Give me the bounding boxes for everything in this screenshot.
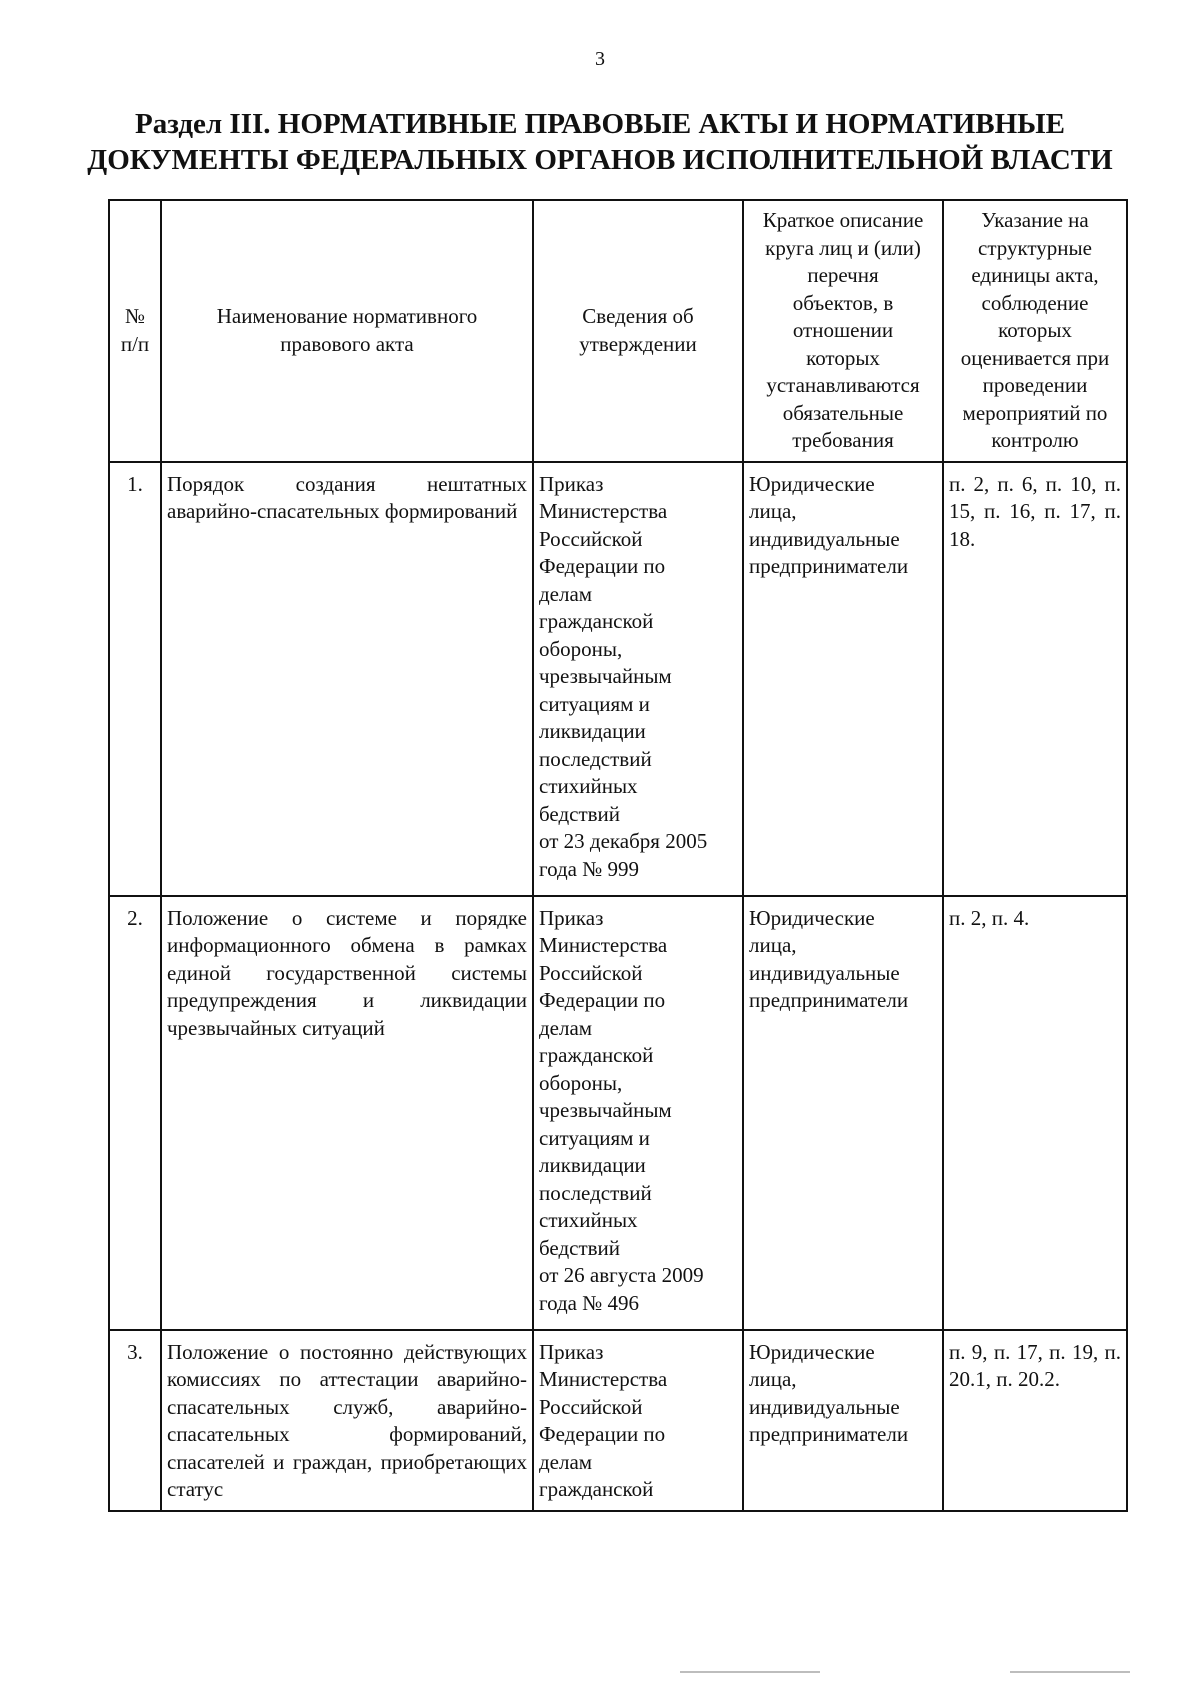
table-row xyxy=(109,896,1127,1330)
structural-units: п. 2, п. 6, п. 10, п. 15, п. 16, п. 17, п. 18. xyxy=(943,462,1127,896)
header-approval-info: Сведения об утверждении xyxy=(533,200,743,462)
header-number: № п/п xyxy=(109,200,161,462)
row-number: 3. xyxy=(109,1330,161,1511)
subjects-description: Юридические лица, индивидуальные предприниматели xyxy=(743,896,943,1330)
scan-artifact-line xyxy=(1010,1671,1130,1673)
section-title xyxy=(60,106,1140,178)
act-name: Положение о постоянно действующих комиссиях по аттестации аварийно-спасательных служб, аварийно-спасательных формирований, спасателей и граждан, приобретающих статус xyxy=(161,1330,533,1511)
approval-info: Приказ Министерства Российской Федерации по делам гражданской обороны, чрезвычайным ситуациям и ликвидации последствий стихийных бедствий от 26 августа 2009 года № 496 xyxy=(533,896,743,1330)
act-name: Порядок создания нештатных аварийно-спасательных формирований xyxy=(161,462,533,896)
legal-acts-table xyxy=(108,199,1128,1512)
header-subjects-description: Краткое описание круга лиц и (или) перечня объектов, в отношении которых устанавливаются обязательные требования xyxy=(743,200,943,462)
header-structural-units: Указание на структурные единицы акта, соблюдение которых оценивается при проведении мероприятий по контролю xyxy=(943,200,1127,462)
section-title-line-2: ДОКУМЕНТЫ ФЕДЕРАЛЬНЫХ ОРГАНОВ ИСПОЛНИТЕЛЬНОЙ ВЛАСТИ xyxy=(87,144,1113,176)
page-number: 3 xyxy=(595,48,605,70)
structural-units: п. 9, п. 17, п. 19, п. 20.1, п. 20.2. xyxy=(943,1330,1127,1511)
table-row xyxy=(109,462,1127,896)
section-title-line-1: Раздел III. НОРМАТИВНЫЕ ПРАВОВЫЕ АКТЫ И НОРМАТИВНЫЕ xyxy=(135,108,1065,140)
row-number: 2. xyxy=(109,896,161,1330)
approval-info: Приказ Министерства Российской Федерации по делам гражданской обороны, чрезвычайным ситуациям и ликвидации последствий стихийных бедствий от 23 декабря 2005 года № 999 xyxy=(533,462,743,896)
scan-artifact-line xyxy=(680,1671,820,1673)
structural-units: п. 2, п. 4. xyxy=(943,896,1127,1330)
header-act-name: Наименование нормативного правового акта xyxy=(161,200,533,462)
row-number: 1. xyxy=(109,462,161,896)
subjects-description: Юридические лица, индивидуальные предприниматели xyxy=(743,1330,943,1511)
subjects-description: Юридические лица, индивидуальные предприниматели xyxy=(743,462,943,896)
table-row xyxy=(109,1330,1127,1511)
act-name: Положение о системе и порядке информационного обмена в рамках единой государственной системы предупреждения и ликвидации чрезвычайных ситуаций xyxy=(161,896,533,1330)
table-header-row xyxy=(109,200,1127,462)
approval-info: Приказ Министерства Российской Федерации по делам гражданской xyxy=(533,1330,743,1511)
